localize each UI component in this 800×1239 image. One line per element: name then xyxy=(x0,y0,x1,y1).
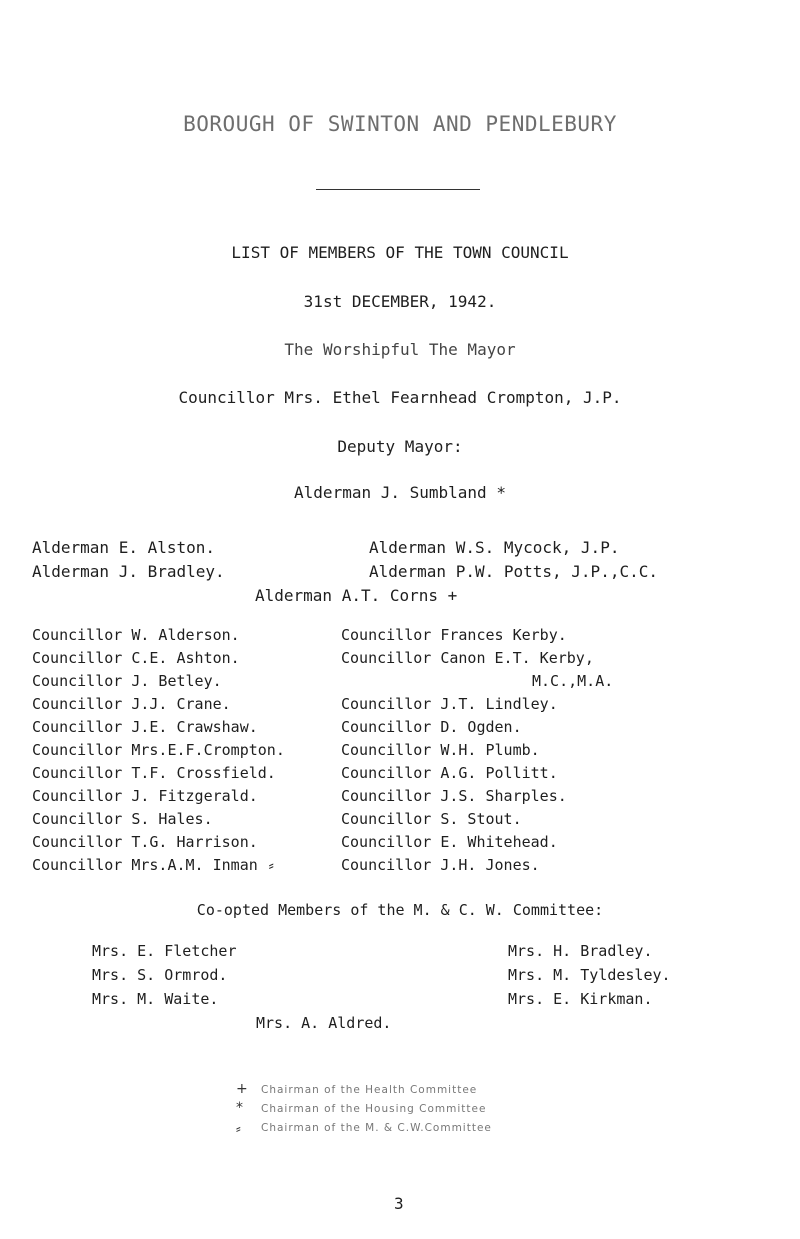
alderman-right-1: Alderman W.S. Mycock, J.P. xyxy=(369,538,620,557)
coopted-right-1: Mrs. H. Bradley. xyxy=(508,942,653,960)
councillor-left-4: Councillor J.J. Crane. xyxy=(32,695,231,713)
coopted-right-3: Mrs. E. Kirkman. xyxy=(508,990,653,1008)
document-title: BOROUGH OF SWINTON AND PENDLEBURY xyxy=(183,112,617,136)
councillor-left-10: Councillor T.G. Harrison. xyxy=(32,833,258,851)
page-number: 3 xyxy=(394,1194,404,1213)
note-mcw-committee: Chairman of the M. & C.W.Committee xyxy=(261,1122,492,1134)
coopted-left-2: Mrs. S. Ormrod. xyxy=(92,966,228,984)
councillor-left-5: Councillor J.E. Crawshaw. xyxy=(32,718,258,736)
councillor-left-6: Councillor Mrs.E.F.Crompton. xyxy=(32,741,285,759)
alderman-left-2: Alderman J. Bradley. xyxy=(32,562,225,581)
deputy-mayor-heading: Deputy Mayor: xyxy=(337,437,463,456)
alderman-right-2: Alderman P.W. Potts, J.P.,C.C. xyxy=(369,562,658,581)
coopted-heading: Co-opted Members of the M. & C. W. Committee: xyxy=(196,901,604,919)
councillor-right-9: Councillor E. Whitehead. xyxy=(341,833,558,851)
note-symbol-plus: + xyxy=(236,1081,248,1097)
coopted-center: Mrs. A. Aldred. xyxy=(256,1014,392,1032)
title-divider xyxy=(316,189,480,190)
councillor-left-3: Councillor J. Betley. xyxy=(32,672,222,690)
mayor-heading: The Worshipful The Mayor xyxy=(284,340,516,359)
list-subtitle: LIST OF MEMBERS OF THE TOWN COUNCIL xyxy=(231,243,569,262)
mayor-name: Councillor Mrs. Ethel Fearnhead Crompton, J.P. xyxy=(178,388,622,407)
councillor-left-1: Councillor W. Alderson. xyxy=(32,626,240,644)
note-health-committee: Chairman of the Health Committee xyxy=(261,1084,478,1096)
coopted-left-1: Mrs. E. Fletcher xyxy=(92,942,237,960)
councillor-right-5: Councillor W.H. Plumb. xyxy=(341,741,540,759)
councillor-right-1: Councillor Frances Kerby. xyxy=(341,626,567,644)
coopted-right-2: Mrs. M. Tyldesley. xyxy=(508,966,671,984)
councillor-right-3: Councillor J.T. Lindley. xyxy=(341,695,558,713)
alderman-center: Alderman A.T. Corns + xyxy=(255,586,458,605)
councillor-right-8: Councillor S. Stout. xyxy=(341,810,522,828)
councillor-left-9: Councillor S. Hales. xyxy=(32,810,213,828)
councillor-right-7: Councillor J.S. Sharples. xyxy=(341,787,567,805)
councillor-right-4: Councillor D. Ogden. xyxy=(341,718,522,736)
note-symbol-star: * xyxy=(236,1100,243,1116)
councillor-left-11: Councillor Mrs.A.M. Inman ⸗ xyxy=(32,856,276,874)
note-symbol-mcw: ⸗ xyxy=(236,1121,241,1137)
councillor-right-2-honours: M.C.,M.A. xyxy=(532,672,614,690)
coopted-left-3: Mrs. M. Waite. xyxy=(92,990,219,1008)
deputy-mayor-name: Alderman J. Sumbland * xyxy=(294,483,506,502)
councillor-left-2: Councillor C.E. Ashton. xyxy=(32,649,240,667)
councillor-left-8: Councillor J. Fitzgerald. xyxy=(32,787,258,805)
councillor-right-2: Councillor Canon E.T. Kerby, xyxy=(341,649,594,667)
councillor-right-10: Councillor J.H. Jones. xyxy=(341,856,540,874)
list-date: 31st DECEMBER, 1942. xyxy=(303,292,497,311)
note-housing-committee: Chairman of the Housing Committee xyxy=(261,1103,487,1115)
councillor-right-6: Councillor A.G. Pollitt. xyxy=(341,764,558,782)
councillor-left-7: Councillor T.F. Crossfield. xyxy=(32,764,276,782)
alderman-left-1: Alderman E. Alston. xyxy=(32,538,216,557)
